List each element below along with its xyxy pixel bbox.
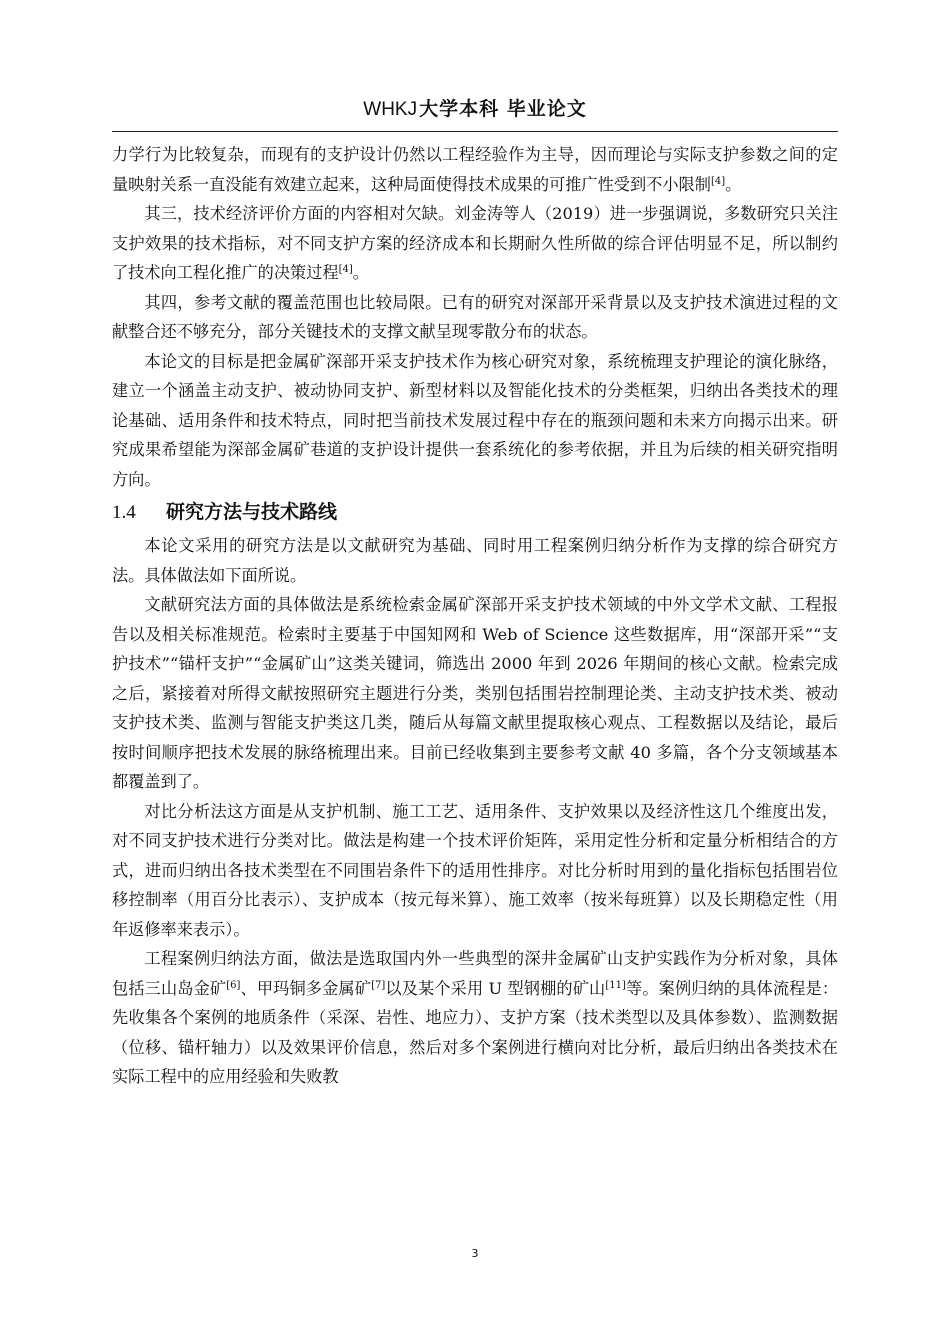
paragraph-2 (112, 199, 838, 288)
paragraph-5: 本论文采用的研究方法是以文献研究为基础、同时用工程案例归纳分析作为支撑的综合研究方法。具体做法如下面所说。 (112, 536, 838, 585)
paragraph-7: 对比分析法这方面是从支护机制、施工工艺、适用条件、支护效果以及经济性这几个维度出发，对不同支护技术进行分类对比。做法是构建一个技术评价矩阵，采用定性分析和定量分析相结合的方式，进而归纳出各技术类型在不同围岩条件下的适用性排序。对比分析时用到的量化指标包括围岩位移控制率（用百分比表示）、支护成本（按元每米算）、施工效率（按米每班算）以及长期稳定性（用年返修率来表示）。 (112, 801, 838, 939)
paragraph-8-text-c: 以及某个采用 U 型钢棚的矿山 (385, 978, 606, 998)
page-number: 3 (471, 1247, 479, 1260)
paragraph-2-tail: 。 (352, 263, 369, 282)
paragraph-8-text-a: 工程案例归纳法方面，做法是选取国内外一些典型的深井金属矿山支护实践作为分析对象，具体包括三山岛金矿 (112, 949, 838, 998)
header-rule (112, 131, 838, 132)
citation: [4] (338, 264, 353, 275)
section-title: 研究方法与技术路线 (166, 501, 338, 523)
header-title: 大学本科 毕业论文 (419, 98, 587, 120)
running-header (112, 95, 838, 123)
section-number: 1.4 (112, 502, 136, 523)
citation: [6] (226, 979, 241, 991)
paragraph-8 (112, 944, 838, 1092)
paragraph-6: 文献研究法方面的具体做法是系统检索金属矿深部开采支护技术领域的中外文学术文献、工程报告以及相关标准规范。检索时主要基于中国知网和 Web of Science 这些数据库，用“深部开采”“支护技术”“锚杆支护”“金属矿山”这类关键词，筛选出 2000 年到 2026 年期间的核心文献。检索完成之后，紧接着对所得文献按照研究主题进行分类，类别包括围岩控制理论类、主动支护技术类、被动支护技术类、监测与智能支护类这几类，随后从每篇文献里提取核心观点、工程数据以及结论，最后按时间顺序把技术发展的脉络梳理出来。目前已经收集到主要参考文献 40 多篇，各个分支领域基本都覆盖到了。 (112, 595, 838, 791)
paragraph-2-text: 其三，技术经济评价方面的内容相对欠缺。刘金涛等人（2019）进一步强调说，多数研究只关注支护效果的技术指标，对不同支护方案的经济成本和长期耐久性所做的综合评估明显不足，所以制约了技术向工程化推广的决策过程 (112, 204, 838, 282)
citation: [7] (371, 979, 386, 991)
citation: [11] (605, 979, 626, 991)
paragraph-1 (112, 140, 838, 199)
paragraph-1-tail: 。 (725, 174, 742, 194)
body-text (112, 140, 838, 1092)
section-heading (112, 494, 838, 531)
header-latin: WHKJ (363, 99, 418, 120)
paragraph-1-text: 力学行为比较复杂，而现有的支护设计仍然以工程经验作为主导，因而理论与实际支护参数之间的定量映射关系一直没能有效建立起来，这种局面使得技术成果的可推广性受到不小限制 (112, 145, 838, 194)
paragraph-8-text-d: 等。案例归纳的具体流程是：先收集各个案例的地质条件（采深、岩性、地应力）、支护方案（技术类型以及具体参数）、监测数据（位移、锚杆轴力）以及效果评价信息，然后对多个案例进行横向对比分析，最后归纳出各类技术在实际工程中的应用经验和失败教 (112, 978, 839, 1086)
paragraph-8-text-b: 、甲玛铜多金属矿 (240, 978, 372, 998)
citation: [4] (710, 175, 726, 187)
paragraph-3: 其四，参考文献的覆盖范围也比较局限。已有的研究对深部开采背景以及支护技术演进过程的文献整合还不够充分，部分关键技术的支撑文献呈现零散分布的状态。 (112, 292, 838, 341)
paragraph-4: 本论文的目标是把金属矿深部开采支护技术作为核心研究对象，系统梳理支护理论的演化脉络，建立一个涵盖主动支护、被动协同支护、新型材料以及智能化技术的分类框架，归纳出各类技术的理论基础、适用条件和技术特点，同时把当前技术发展过程中存在的瓶颈问题和未来方向揭示出来。研究成果希望能为深部金属矿巷道的支护设计提供一套系统化的参考依据，并且为后续的相关研究指明方向。 (112, 351, 838, 489)
